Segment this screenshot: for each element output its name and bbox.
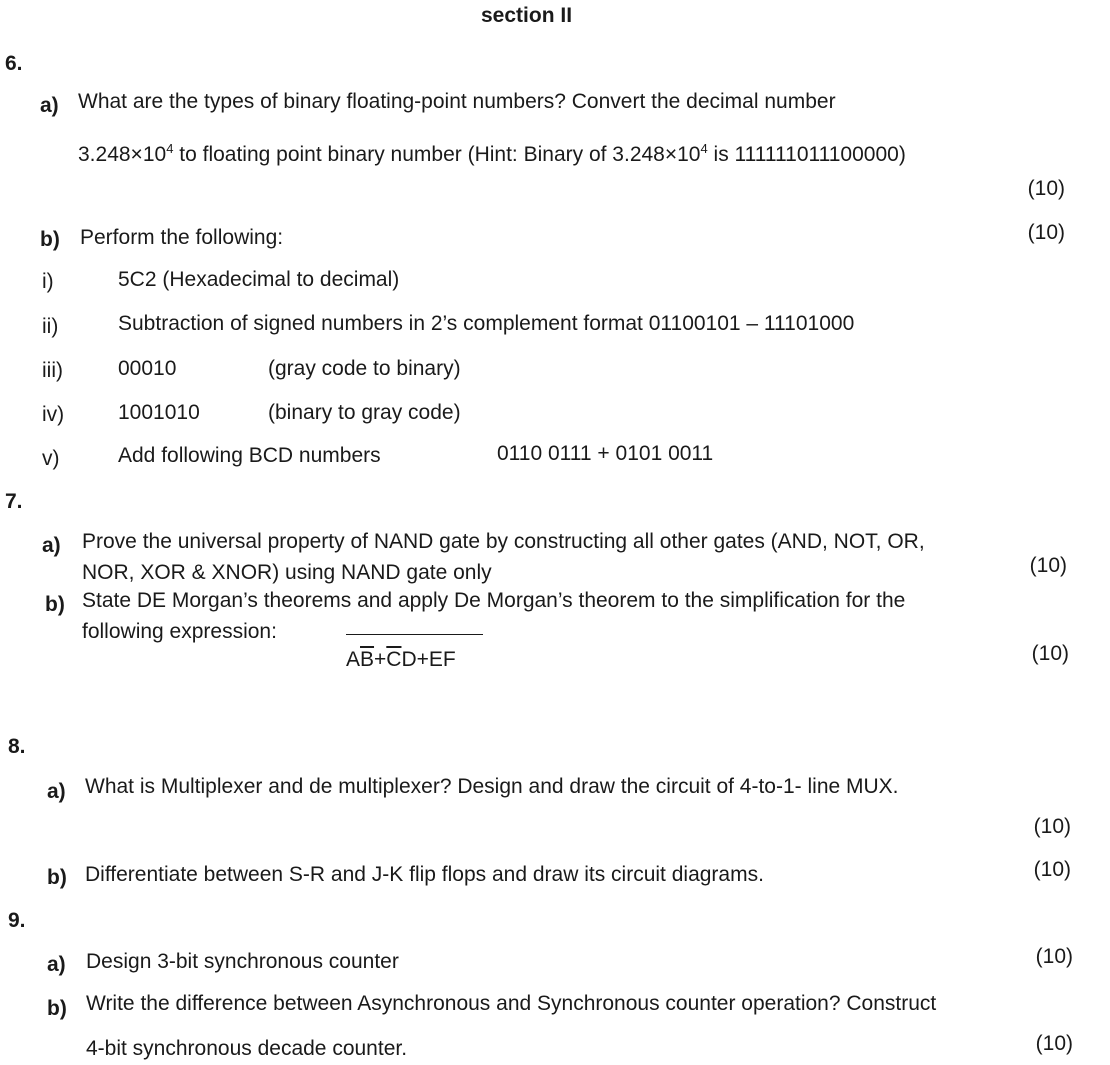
q7b-line1: State DE Morgan’s theorems and apply De Morgan’s theorem to the simplification for the xyxy=(82,589,906,612)
q6b-item-iv-note: (binary to gray code) xyxy=(268,401,461,424)
q6b-item-v-text: Add following BCD numbers xyxy=(118,444,381,467)
q6a-line1: What are the types of binary floating-point numbers? Convert the decimal number xyxy=(78,90,836,113)
q6b-text: Perform the following: xyxy=(80,226,284,249)
q8a-label: a) xyxy=(47,780,66,803)
q6b-item-ii-roman: ii) xyxy=(42,315,59,338)
q9a-marks: (10) xyxy=(1035,945,1073,968)
boolean-expression: $A\overline{B}+\overline{C}D+EF$ xyxy=(346,648,456,671)
q6b-item-iii-note: (gray code to binary) xyxy=(268,357,461,380)
q6b-item-v-value: 0110 0111 + 0101 0011 xyxy=(497,442,714,465)
q7b-line2: following expression: xyxy=(82,620,277,643)
q7b-marks: (10) xyxy=(1031,642,1069,665)
q6b-item-i-text: 5C2 (Hexadecimal to decimal) xyxy=(118,268,400,291)
q6a-label: a) xyxy=(40,94,59,117)
q9b-line2: 4-bit synchronous decade counter. xyxy=(86,1037,408,1060)
q7a-line2: NOR, XOR & XNOR) using NAND gate only xyxy=(82,561,492,584)
q6b-item-i-roman: i) xyxy=(42,270,54,293)
q9b-label: b) xyxy=(47,997,67,1020)
q7a-marks: (10) xyxy=(1029,554,1067,577)
q8a-text: What is Multiplexer and de multiplexer? Design and draw the circuit of 4-to-1- line MUX. xyxy=(85,775,899,798)
q7a-line1: Prove the universal property of NAND gate by constructing all other gates (AND, NOT, OR, xyxy=(82,530,925,553)
q6b-item-ii-text: Subtraction of signed numbers in 2’s complement format 01100101 – 11101000 xyxy=(118,312,855,335)
q6b-item-iii-value: 00010 xyxy=(118,357,177,380)
q9a-label: a) xyxy=(47,953,66,976)
q7b-label: b) xyxy=(45,593,65,616)
q6b-item-v-roman: v) xyxy=(42,447,60,470)
expression-overline xyxy=(346,634,483,635)
question-number-8: 8. xyxy=(8,735,26,758)
q9b-marks: (10) xyxy=(1035,1032,1073,1055)
q6b-item-iv-value: 1001010 xyxy=(118,401,200,424)
q6b-marks: (10) xyxy=(1027,221,1065,244)
question-number-6: 6. xyxy=(5,52,23,75)
q6a-line2: $3.248\times 10^4$ to floating point binary number (Hint: Binary of $3.248\times 10^4$ is 111111011100000) xyxy=(78,141,906,166)
q7a-label: a) xyxy=(42,534,61,557)
q9a-text: Design 3-bit synchronous counter xyxy=(86,950,399,973)
q6b-label: b) xyxy=(40,228,60,251)
question-number-7: 7. xyxy=(5,490,23,513)
q9b-line1: Write the difference between Asynchronous and Synchronous counter operation? Construct xyxy=(86,992,937,1015)
q6b-item-iv-roman: iv) xyxy=(42,403,65,426)
q8b-marks: (10) xyxy=(1033,858,1071,881)
q8a-marks: (10) xyxy=(1033,815,1071,838)
q8b-label: b) xyxy=(47,866,67,889)
section-title: section II xyxy=(481,4,573,27)
question-number-9: 9. xyxy=(8,909,26,932)
q8b-text: Differentiate between S-R and J-K flip flops and draw its circuit diagrams. xyxy=(85,863,764,886)
q6a-marks: (10) xyxy=(1027,177,1065,200)
q6b-item-iii-roman: iii) xyxy=(42,359,63,382)
